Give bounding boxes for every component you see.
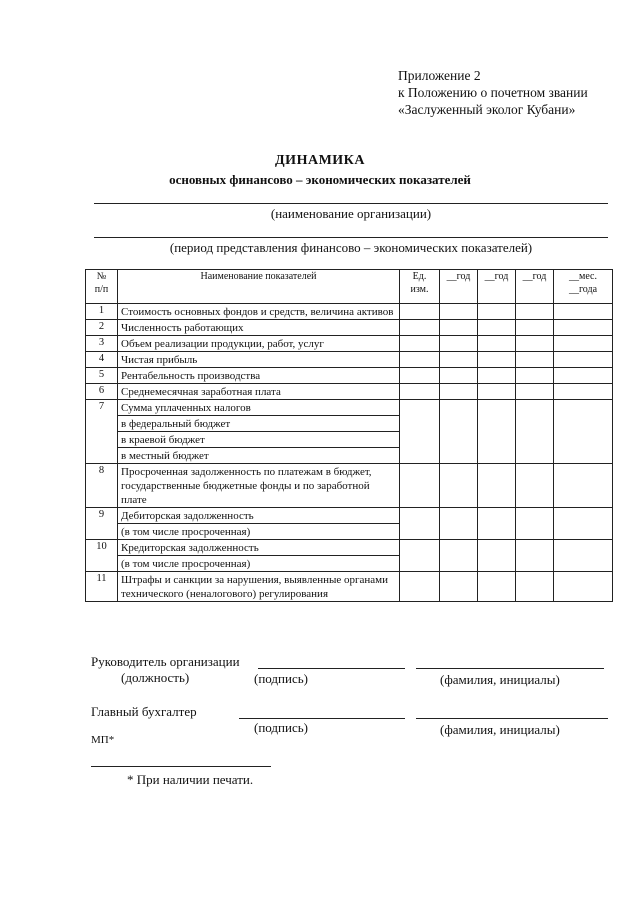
value-cell[interactable]: [516, 464, 554, 508]
table-row: [86, 352, 613, 368]
indicators-table: [85, 269, 613, 602]
indicator-line: (в том числе просроченная): [121, 526, 251, 538]
value-cell[interactable]: [440, 368, 478, 384]
org-name-line: [94, 203, 608, 204]
header-month: __мес. __года: [554, 270, 613, 304]
value-cell[interactable]: [478, 320, 516, 336]
accountant-name-line: [416, 718, 608, 719]
value-cell[interactable]: [400, 384, 440, 400]
value-cell[interactable]: [478, 400, 516, 464]
value-cell[interactable]: [516, 304, 554, 320]
document-title: ДИНАМИКА: [275, 153, 365, 168]
table-row: [86, 508, 613, 540]
appendix-note: [398, 67, 588, 118]
indicator-line: в краевой бюджет: [118, 432, 399, 448]
value-cell[interactable]: [516, 400, 554, 464]
footnote-separator: [91, 766, 271, 767]
value-cell[interactable]: [440, 508, 478, 540]
value-cell[interactable]: [554, 384, 613, 400]
indicator-line: Кредиторская задолженность: [118, 540, 399, 556]
value-cell[interactable]: [554, 368, 613, 384]
value-cell[interactable]: [440, 572, 478, 602]
value-cell[interactable]: [478, 384, 516, 400]
value-cell[interactable]: [400, 508, 440, 540]
value-cell[interactable]: [516, 572, 554, 602]
row-number: 5: [86, 368, 118, 384]
indicator-line: Сумма уплаченных налогов: [118, 400, 399, 416]
value-cell[interactable]: [440, 320, 478, 336]
value-cell[interactable]: [440, 384, 478, 400]
header-num: № п/п: [86, 270, 118, 304]
indicator-line: в федеральный бюджет: [118, 416, 399, 432]
indicator-name: [118, 352, 400, 368]
name-caption-2: (фамилия, инициалы): [440, 722, 560, 737]
indicator-line: в местный бюджет: [121, 450, 209, 462]
header-name: Наименование показателей: [118, 270, 400, 304]
value-cell[interactable]: [554, 572, 613, 602]
value-cell[interactable]: [554, 336, 613, 352]
value-cell[interactable]: [554, 508, 613, 540]
value-cell[interactable]: [440, 352, 478, 368]
appendix-line-2: к Положению о почетном звании: [398, 85, 588, 100]
value-cell[interactable]: [440, 336, 478, 352]
value-cell[interactable]: [400, 368, 440, 384]
name-caption: (фамилия, инициалы): [440, 672, 560, 687]
value-cell[interactable]: [554, 352, 613, 368]
row-number: 6: [86, 384, 118, 400]
value-cell[interactable]: [478, 368, 516, 384]
value-cell[interactable]: [400, 400, 440, 464]
indicator-line: Объем реализации продукции, работ, услуг: [121, 338, 324, 350]
indicator-line: Среднемесячная заработная плата: [121, 386, 281, 398]
footnote: * При наличии печати.: [127, 772, 254, 787]
value-cell[interactable]: [400, 540, 440, 572]
accountant-signature-line: [239, 718, 405, 719]
header-year-2: __год: [478, 270, 516, 304]
indicator-name: [118, 464, 400, 508]
indicator-name: [118, 400, 400, 464]
table-body: [86, 304, 613, 602]
value-cell[interactable]: [478, 336, 516, 352]
table-header-row: [86, 270, 613, 304]
signature-caption: (подпись): [254, 671, 308, 686]
table-row: [86, 320, 613, 336]
value-cell[interactable]: [554, 540, 613, 572]
indicator-name: [118, 336, 400, 352]
document-subtitle: основных финансово – экономических показателей: [169, 172, 471, 187]
indicator-name: [118, 368, 400, 384]
value-cell[interactable]: [478, 572, 516, 602]
indicator-line: Дебиторская задолженность: [118, 508, 399, 524]
value-cell[interactable]: [440, 304, 478, 320]
value-cell[interactable]: [478, 464, 516, 508]
indicator-line: Рентабельность производства: [121, 370, 261, 382]
value-cell[interactable]: [516, 320, 554, 336]
table-row: [86, 400, 613, 464]
appendix-line-3: «Заслуженный эколог Кубани»: [398, 102, 576, 117]
table-row: [86, 540, 613, 572]
value-cell[interactable]: [554, 304, 613, 320]
head-signature-line: [258, 668, 405, 669]
row-number: 10: [86, 540, 118, 572]
value-cell[interactable]: [554, 320, 613, 336]
indicator-line: Чистая прибыль: [121, 354, 198, 366]
indicator-line: Численность работающих: [121, 322, 244, 334]
value-cell[interactable]: [440, 464, 478, 508]
value-cell[interactable]: [400, 320, 440, 336]
value-cell[interactable]: [516, 336, 554, 352]
row-number: 8: [86, 464, 118, 508]
value-cell[interactable]: [478, 540, 516, 572]
value-cell[interactable]: [400, 464, 440, 508]
value-cell[interactable]: [516, 508, 554, 540]
position-caption: (должность): [121, 670, 190, 685]
table-row: [86, 464, 613, 508]
table-row: [86, 368, 613, 384]
indicator-name: [118, 304, 400, 320]
value-cell[interactable]: [478, 508, 516, 540]
table-row: [86, 336, 613, 352]
value-cell[interactable]: [516, 540, 554, 572]
indicator-name: [118, 540, 400, 572]
value-cell[interactable]: [400, 304, 440, 320]
value-cell[interactable]: [516, 384, 554, 400]
table-row: [86, 572, 613, 602]
indicator-line: Стоимость основных фондов и средств, величина активов: [121, 306, 394, 318]
indicator-name: [118, 384, 400, 400]
value-cell[interactable]: [516, 368, 554, 384]
row-number: 7: [86, 400, 118, 464]
row-number: 4: [86, 352, 118, 368]
appendix-line-1: Приложение 2: [398, 68, 481, 83]
row-number: 2: [86, 320, 118, 336]
org-name-caption: (наименование организации): [270, 206, 432, 221]
accountant-label: Главный бухгалтер: [91, 704, 197, 719]
signature-caption-2: (подпись): [254, 720, 308, 735]
row-number: 1: [86, 304, 118, 320]
period-caption: (период представления финансово – экономических показателей): [169, 240, 533, 255]
period-line: [94, 237, 608, 238]
indicator-name: [118, 508, 400, 540]
row-number: 9: [86, 508, 118, 540]
value-cell[interactable]: [478, 304, 516, 320]
header-year-3: __год: [516, 270, 554, 304]
value-cell[interactable]: [400, 352, 440, 368]
table-row: [86, 384, 613, 400]
indicator-name: [118, 572, 400, 602]
value-cell[interactable]: [478, 352, 516, 368]
table-row: [86, 304, 613, 320]
value-cell[interactable]: [440, 540, 478, 572]
indicator-name: [118, 320, 400, 336]
row-number: 11: [86, 572, 118, 602]
header-year-1: __год: [440, 270, 478, 304]
stamp-mark: МП*: [91, 734, 115, 746]
value-cell[interactable]: [554, 464, 613, 508]
value-cell[interactable]: [440, 400, 478, 464]
indicator-line: Просроченная задолженность по платежам в бюджет, государственные бюджетные фонды и по заработной плате: [121, 466, 372, 506]
value-cell[interactable]: [516, 352, 554, 368]
header-unit: Ед. изм.: [400, 270, 440, 304]
head-label: Руководитель организации: [91, 654, 240, 669]
value-cell[interactable]: [554, 400, 613, 464]
indicator-line: Штрафы и санкции за нарушения, выявленные органами технического (неналогового) регулирования: [121, 574, 389, 600]
head-name-line: [416, 668, 604, 669]
indicator-line: (в том числе просроченная): [121, 558, 251, 570]
value-cell[interactable]: [400, 572, 440, 602]
value-cell[interactable]: [400, 336, 440, 352]
row-number: 3: [86, 336, 118, 352]
